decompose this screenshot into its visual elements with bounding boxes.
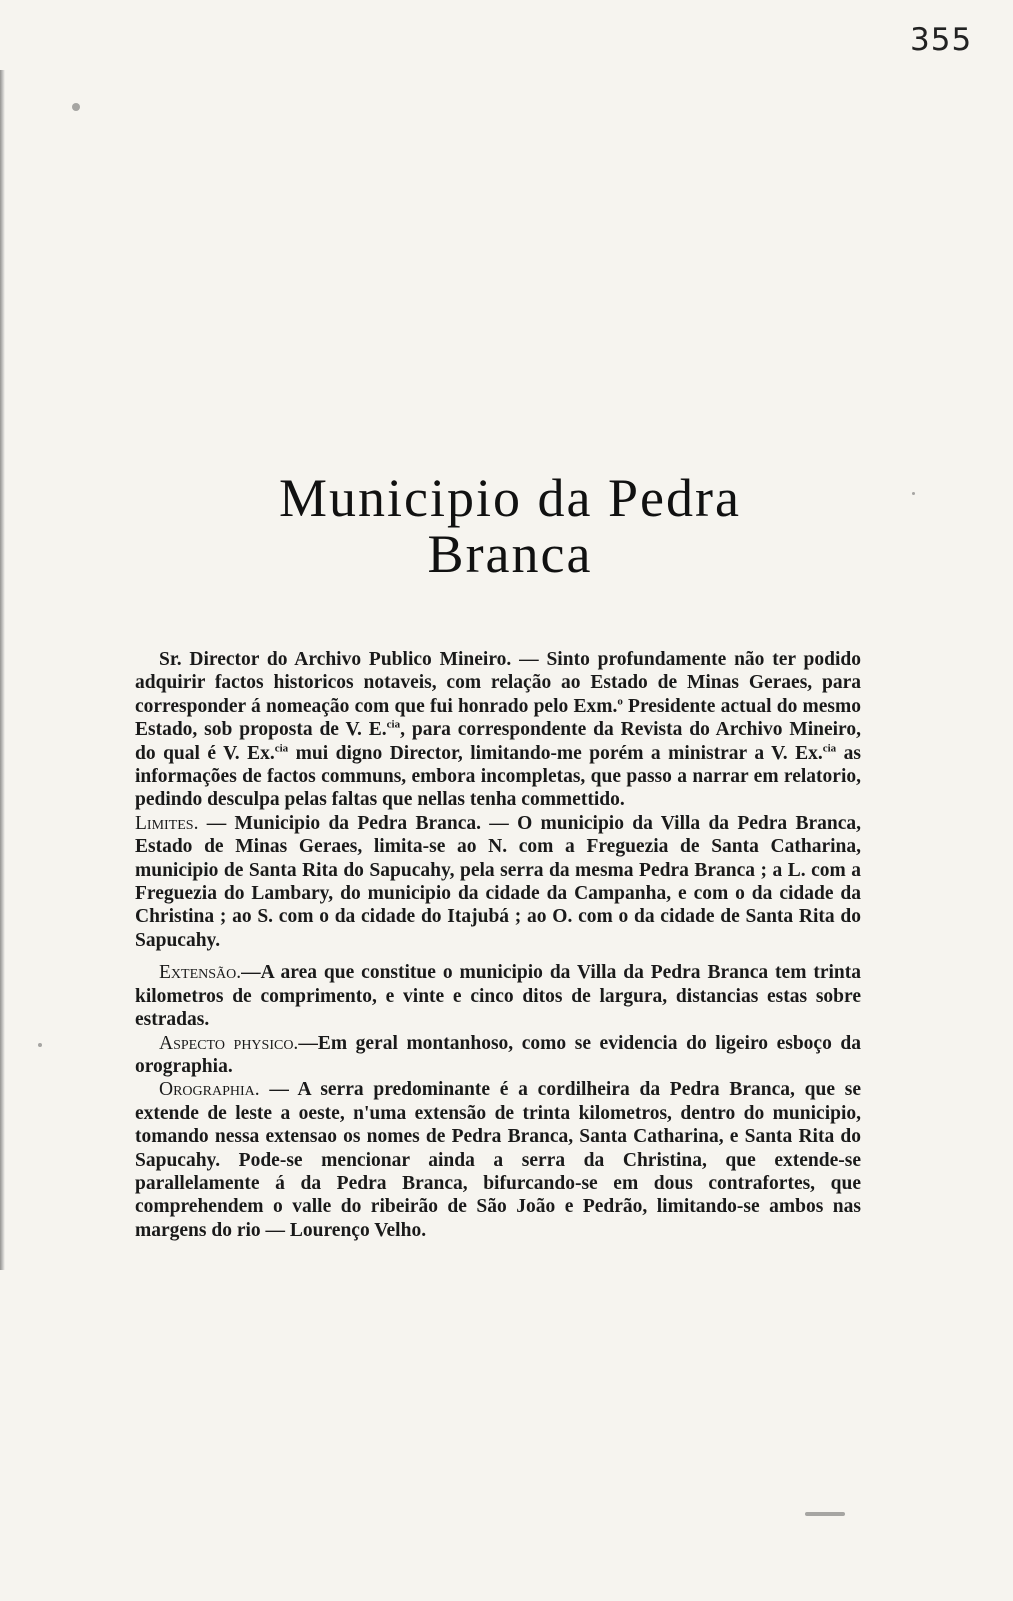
title-line-1: Municipio da Pedra: [279, 468, 741, 528]
aspecto-text: —Em geral montanhoso, como se evidencia do ligeiro esboço da orographia.: [135, 1032, 861, 1077]
extensao-text: —A area que constitue o municipio da Villa da Pedra Branca tem trinta kilometros de comprimento, e vinte e cinco ditos de largura, distancias estas sobre estradas.: [135, 962, 861, 1031]
superscript: cia: [274, 742, 289, 755]
limites-paragraph: [135, 812, 861, 952]
intro-text-2: Presidente actual do mesmo Estado, sob proposta de V. E.: [135, 695, 862, 741]
title-line-2: Branca: [427, 524, 593, 584]
extensao-heading: Extensão.: [159, 962, 242, 984]
print-speck: [72, 103, 80, 111]
superscript: o: [617, 695, 623, 708]
orographia-heading: Orographia.: [159, 1079, 260, 1101]
aspecto-heading: Aspecto physico.: [159, 1032, 299, 1054]
superscript: cia: [822, 742, 837, 755]
print-speck: [38, 1043, 42, 1047]
extensao-paragraph: [135, 961, 861, 1031]
aspecto-paragraph: [135, 1032, 861, 1079]
page-binding-edge: [0, 70, 5, 1270]
print-speck: [912, 492, 915, 495]
orographia-text: — A serra predominante é a cordilheira da Pedra Branca, que se extende de leste a oeste, n'uma extensão de trinta kilometros, dentro do municipio, tomando nessa extensao os nomes de Pedra Branca, Santa Catharina, e Santa Rita do Sapucahy. Pode-se mencionar ainda a serra da Christina, que extende-se parallelamente á da Pedra Branca, bifurcando-se em dous contrafortes, que comprehendem o valle do ribeirão de São João e Pedrão, limitando-se ambos nas margens do rio — Lourenço Velho.: [135, 1079, 861, 1241]
article-body: [135, 648, 861, 1242]
limites-text: — Municipio da Pedra Branca. — O municipio da Villa da Pedra Branca, Estado de Minas Geraes, limita-se ao N. com a Freguezia de Santa Catharina, municipio de Santa Rita do Sapucahy, pela serra da mesma Pedra Branca ; a L. com a Freguezia do Lambary, do municipio da cidade da Campanha, e com o da cidade da Christina ; ao S. com o da cidade do Itajubá ; ao O. com o da cidade de Santa Rita do Sapucahy.: [135, 812, 861, 951]
orographia-paragraph: [135, 1078, 861, 1242]
superscript: cia: [386, 718, 401, 731]
page-title: [130, 470, 890, 582]
intro-text-5: as informações de factos communs, embora incompletas, que passo a narrar em relatorio, pedindo desculpa pelas faltas que nellas tenha commettido.: [135, 742, 861, 811]
intro-paragraph: [135, 648, 861, 812]
page-number: 355: [910, 22, 973, 58]
intro-text-1: Sr. Director do Archivo Publico Mineiro. — Sinto profundamente não ter podido adquirir factos historicos notaveis, com relação ao Estado de Minas Geraes, para corresponder á nomeação com que fui honrado pelo Exm.: [135, 649, 861, 717]
limites-heading: Limites.: [135, 812, 199, 834]
intro-text-3: , para correspondente da Revista do Archivo Mineiro, do qual é V. Ex.: [135, 719, 861, 764]
print-speck: [805, 1512, 845, 1516]
intro-text-4: mui digno Director, limitando-me porém a ministrar a V. Ex.: [288, 742, 823, 764]
